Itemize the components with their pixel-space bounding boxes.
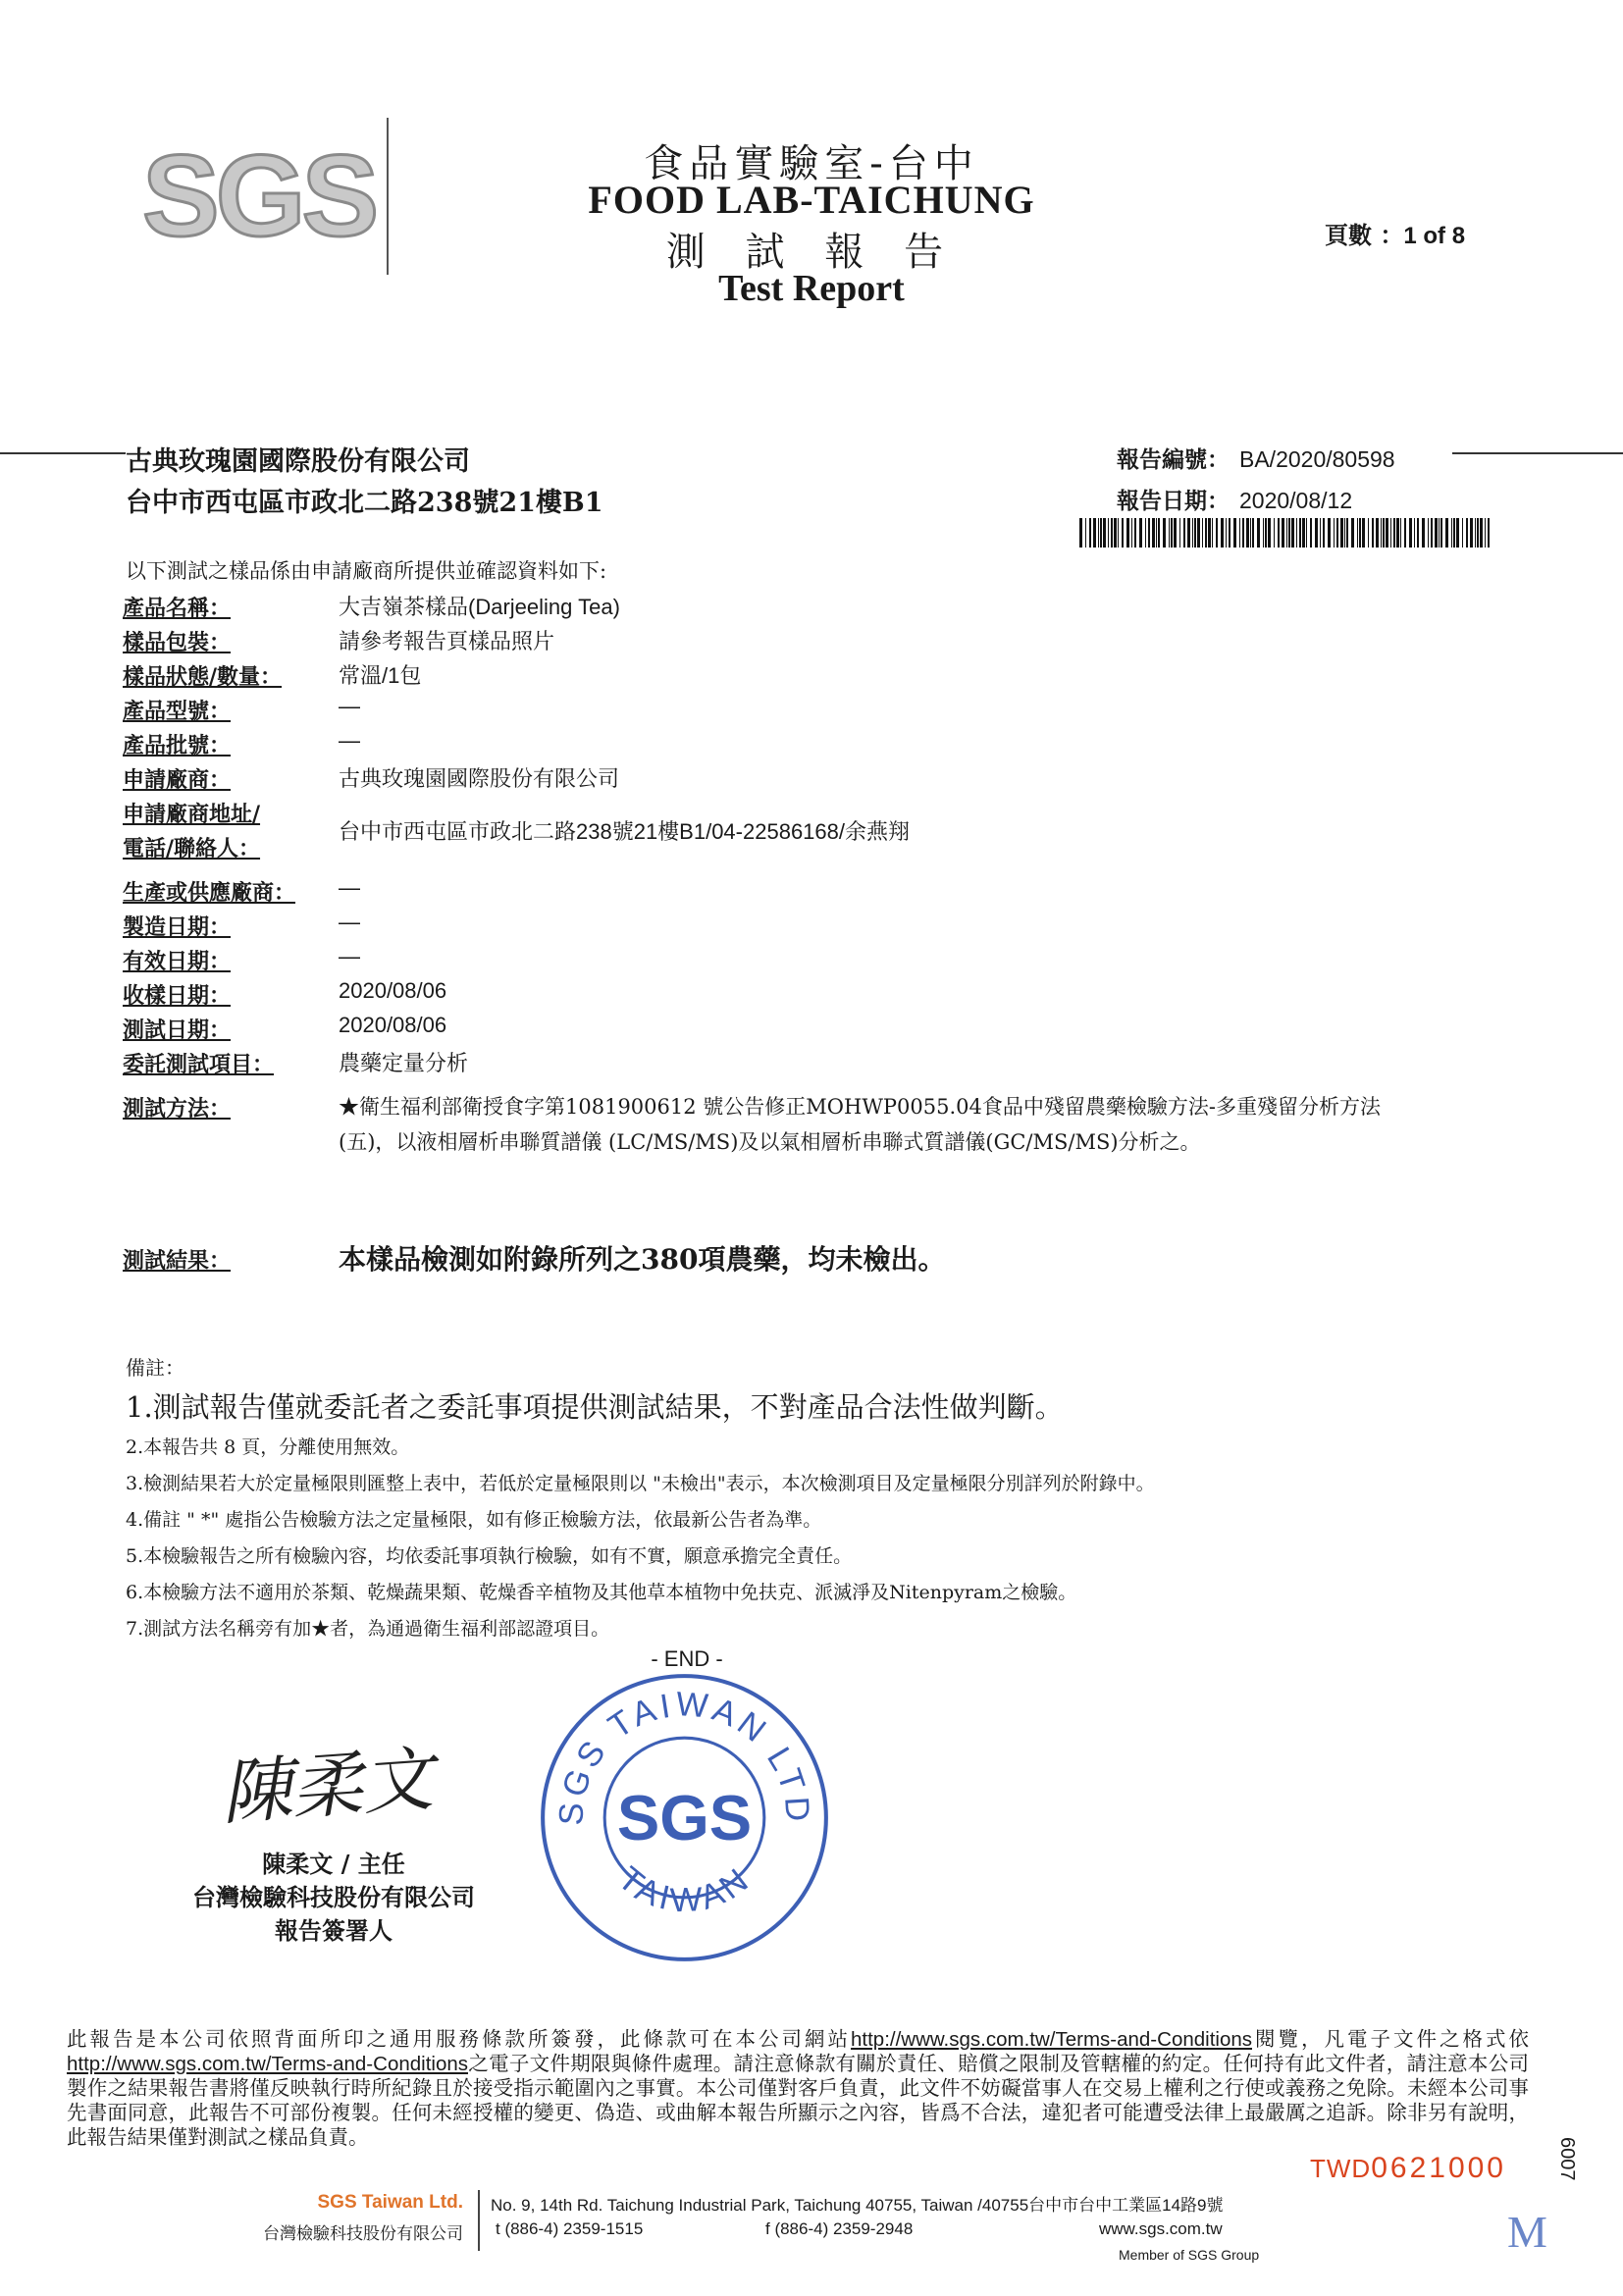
- report-date: [1117, 483, 1352, 515]
- field-value-test-item: 農藥定量分析: [339, 1052, 469, 1076]
- field-label-test-item: 委託測試項目：: [123, 1052, 275, 1077]
- report-title-en: Test Report: [718, 268, 905, 309]
- lab-name-en: FOOD LAB-TAICHUNG: [588, 178, 1035, 222]
- page-number: [1325, 216, 1465, 250]
- result-label: 測試結果：: [123, 1248, 232, 1274]
- method-text: [339, 1089, 1516, 1160]
- report-number-value: BA/2020/80598: [1239, 446, 1395, 472]
- barcode: [1079, 518, 1492, 548]
- field-value-applicant: 古典玫瑰園國際股份有限公司: [339, 766, 620, 791]
- footer-mark: M: [1507, 2207, 1547, 2257]
- footer-member: Member of SGS Group: [1119, 2247, 1260, 2263]
- disclaimer-text-3: 之電子文件期限與條件處理。請注意條款有關於責任、賠償之限制及管轄權的約定。任何持有此文件者，請注意本公司製作之結果報告書將僅反映執行時所紀錄且於接受指示範圍內之事實。本公司僅對客戶負責，此文件不妨礙當事人在交易上權利之行使或義務之免除。未經本公司事先書面同意，此報告不可部份複製。任何未經授權的變更、偽造、或曲解本報告所顯示之內容，皆爲不合法，違犯者可能遭受法律上最嚴厲之追訴。除非另有說明，此報告結果僅對測試之樣品負責。: [67, 2053, 1529, 2149]
- lab-name-cn: 食品實驗室-台中: [644, 141, 979, 186]
- divider-right: [1452, 452, 1623, 454]
- field-value-product-name: 大吉嶺茶樣品(Darjeeling Tea): [339, 595, 620, 619]
- footer-website[interactable]: www.sgs.com.tw: [1099, 2219, 1223, 2238]
- disclaimer: [67, 2027, 1529, 2150]
- serial-number: [1310, 2152, 1506, 2185]
- note-item: 2.本報告共 8 頁，分離使用無效。: [126, 1436, 410, 1458]
- footer-phone: t (886-4) 2359-1515: [496, 2219, 644, 2238]
- terms-link-2[interactable]: http://www.sgs.com.tw/Terms-and-Conditions: [67, 2053, 468, 2075]
- disclaimer-text-2: 閱覽，凡電子文件之格式依: [1252, 2028, 1529, 2051]
- field-label-sample-state: 樣品狀態/數量：: [123, 664, 283, 690]
- stamp-center-text: SGS: [616, 1781, 753, 1853]
- field-label-expiry-date: 有效日期：: [123, 949, 232, 974]
- terms-link-1[interactable]: http://www.sgs.com.tw/Terms-and-Conditions: [851, 2028, 1252, 2051]
- client-address: 台中市西屯區市政北二路238號21樓B1: [126, 488, 603, 518]
- stamp-bottom-text: TAIWAN: [610, 1859, 759, 1920]
- note-item: 7.測試方法名稱旁有加★者，為通過衛生福利部認證項目。: [126, 1618, 610, 1640]
- report-number-label: 報告編號：: [1117, 446, 1230, 473]
- note-item: 4.備註 " *" 處指公告檢驗方法之定量極限，如有修正檢驗方法，依最新公告者為準。: [126, 1509, 822, 1531]
- field-value-packaging: 請參考報告頁樣品照片: [339, 629, 555, 653]
- sgs-logo-text: SGS: [142, 131, 376, 261]
- method-label: 測試方法：: [123, 1096, 232, 1122]
- field-value-received-date: 2020/08/06: [339, 978, 447, 1003]
- field-value-manufacturer: —: [339, 875, 360, 900]
- field-value-sample-state: 常溫/1包: [339, 663, 422, 688]
- side-code: 6007: [1556, 2137, 1578, 2181]
- svg-text:TAIWAN: [611, 1859, 759, 1919]
- report-number: [1117, 442, 1395, 474]
- field-value-expiry-date: —: [339, 944, 360, 968]
- report-title-cn: 測 試 報 告: [665, 230, 958, 275]
- field-value-batch: —: [339, 728, 360, 753]
- signatory-role: 報告簽署人: [275, 1916, 393, 1945]
- client-name: 古典玫瑰園國際股份有限公司: [126, 446, 470, 477]
- field-label-batch: 產品批號：: [123, 733, 232, 758]
- field-value-test-date: 2020/08/06: [339, 1013, 447, 1037]
- footer-brand: SGS Taiwan Ltd.: [317, 2192, 463, 2213]
- note-item: 6.本檢驗方法不適用於茶類、乾燥蔬果類、乾燥香辛植物及其他草本植物中免扶克、派滅淨及Nitenpyram之檢驗。: [126, 1582, 1077, 1603]
- stamp-top-text: SGS TAIWAN LTD: [552, 1685, 816, 1827]
- page-number-value: 1 of 8: [1403, 223, 1466, 249]
- note-item: 5.本檢驗報告之所有檢驗內容，均依委託事項執行檢驗，如有不實，願意承擔完全責任。: [126, 1545, 853, 1567]
- intro-text: 以下測試之樣品係由申請廠商所提供並確認資料如下:: [126, 559, 607, 583]
- field-label-test-date: 測試日期：: [123, 1018, 232, 1043]
- field-label-received-date: 收樣日期：: [123, 983, 232, 1009]
- field-label-applicant: 申請廠商：: [123, 767, 232, 793]
- field-value-model: —: [339, 694, 360, 718]
- field-label-model: 產品型號：: [123, 699, 232, 724]
- signatory-company: 台灣檢驗科技股份有限公司: [192, 1883, 475, 1911]
- field-label-manufacture-date: 製造日期：: [123, 914, 232, 940]
- field-value-applicant-address: 台中市西屯區市政北二路238號21樓B1/04-22586168/余燕翔: [339, 819, 910, 844]
- field-label-product-name: 產品名稱：: [123, 596, 232, 621]
- signature-handwriting: 陳柔文: [218, 1737, 437, 1835]
- report-date-label: 報告日期：: [1117, 488, 1230, 514]
- page-number-label: 頁數 ：: [1325, 221, 1404, 249]
- report-date-value: 2020/08/12: [1239, 488, 1353, 513]
- footer-fax: f (886-4) 2359-2948: [765, 2219, 914, 2238]
- field-label-manufacturer: 生產或供應廠商：: [123, 880, 296, 906]
- serial-prefix: TWD: [1310, 2154, 1372, 2183]
- footer-address: No. 9, 14th Rd. Taichung Industrial Park, Taichung 40755, Taiwan /40755台中市台中工業區14路9號: [491, 2196, 1224, 2215]
- notes-title: 備註：: [126, 1356, 184, 1380]
- divider-left: [0, 452, 126, 454]
- method-line-2: (五)，以液相層析串聯質譜儀 (LC/MS/MS)及以氣相層析串聯式質譜儀(GC/MS/MS)分析之。: [339, 1130, 1201, 1154]
- handwritten-signature: [216, 1727, 442, 1835]
- field-value-manufacture-date: —: [339, 910, 360, 934]
- disclaimer-text-1: 此報告是本公司依照背面所印之通用服務條款所簽發，此條款可在本公司網站: [67, 2028, 851, 2051]
- note-item: 3.檢測結果若大於定量極限則匯整上表中，若低於定量極限則以 "未檢出"表示，本次檢測項目及定量極限分別詳列於附錄中。: [126, 1473, 1155, 1494]
- field-label-applicant-address: 申請廠商地址/: [123, 802, 261, 827]
- result-text: 本樣品檢測如附錄所列之380項農藥，均未檢出。: [339, 1243, 946, 1276]
- company-stamp: [535, 1668, 834, 1967]
- field-label-packaging: 樣品包裝：: [123, 630, 232, 655]
- serial-value: 0621000: [1371, 2152, 1506, 2184]
- footer-brand-cn: 台灣檢驗科技股份有限公司: [263, 2224, 463, 2244]
- footer-divider: [478, 2190, 480, 2251]
- note-item: 1.測試報告僅就委託者之委託事項提供測試結果，不對產品合法性做判斷。: [126, 1390, 1064, 1424]
- end-marker: - END -: [651, 1646, 723, 1671]
- method-line-1: ★衛生福利部衛授食字第1081900612 號公告修正MOHWP0055.04食品中殘留農藥檢驗方法-多重殘留分析方法: [339, 1095, 1381, 1119]
- signatory-name: 陳柔文 / 主任: [262, 1850, 405, 1878]
- field-label-applicant-contact: 電話/聯絡人：: [123, 836, 261, 861]
